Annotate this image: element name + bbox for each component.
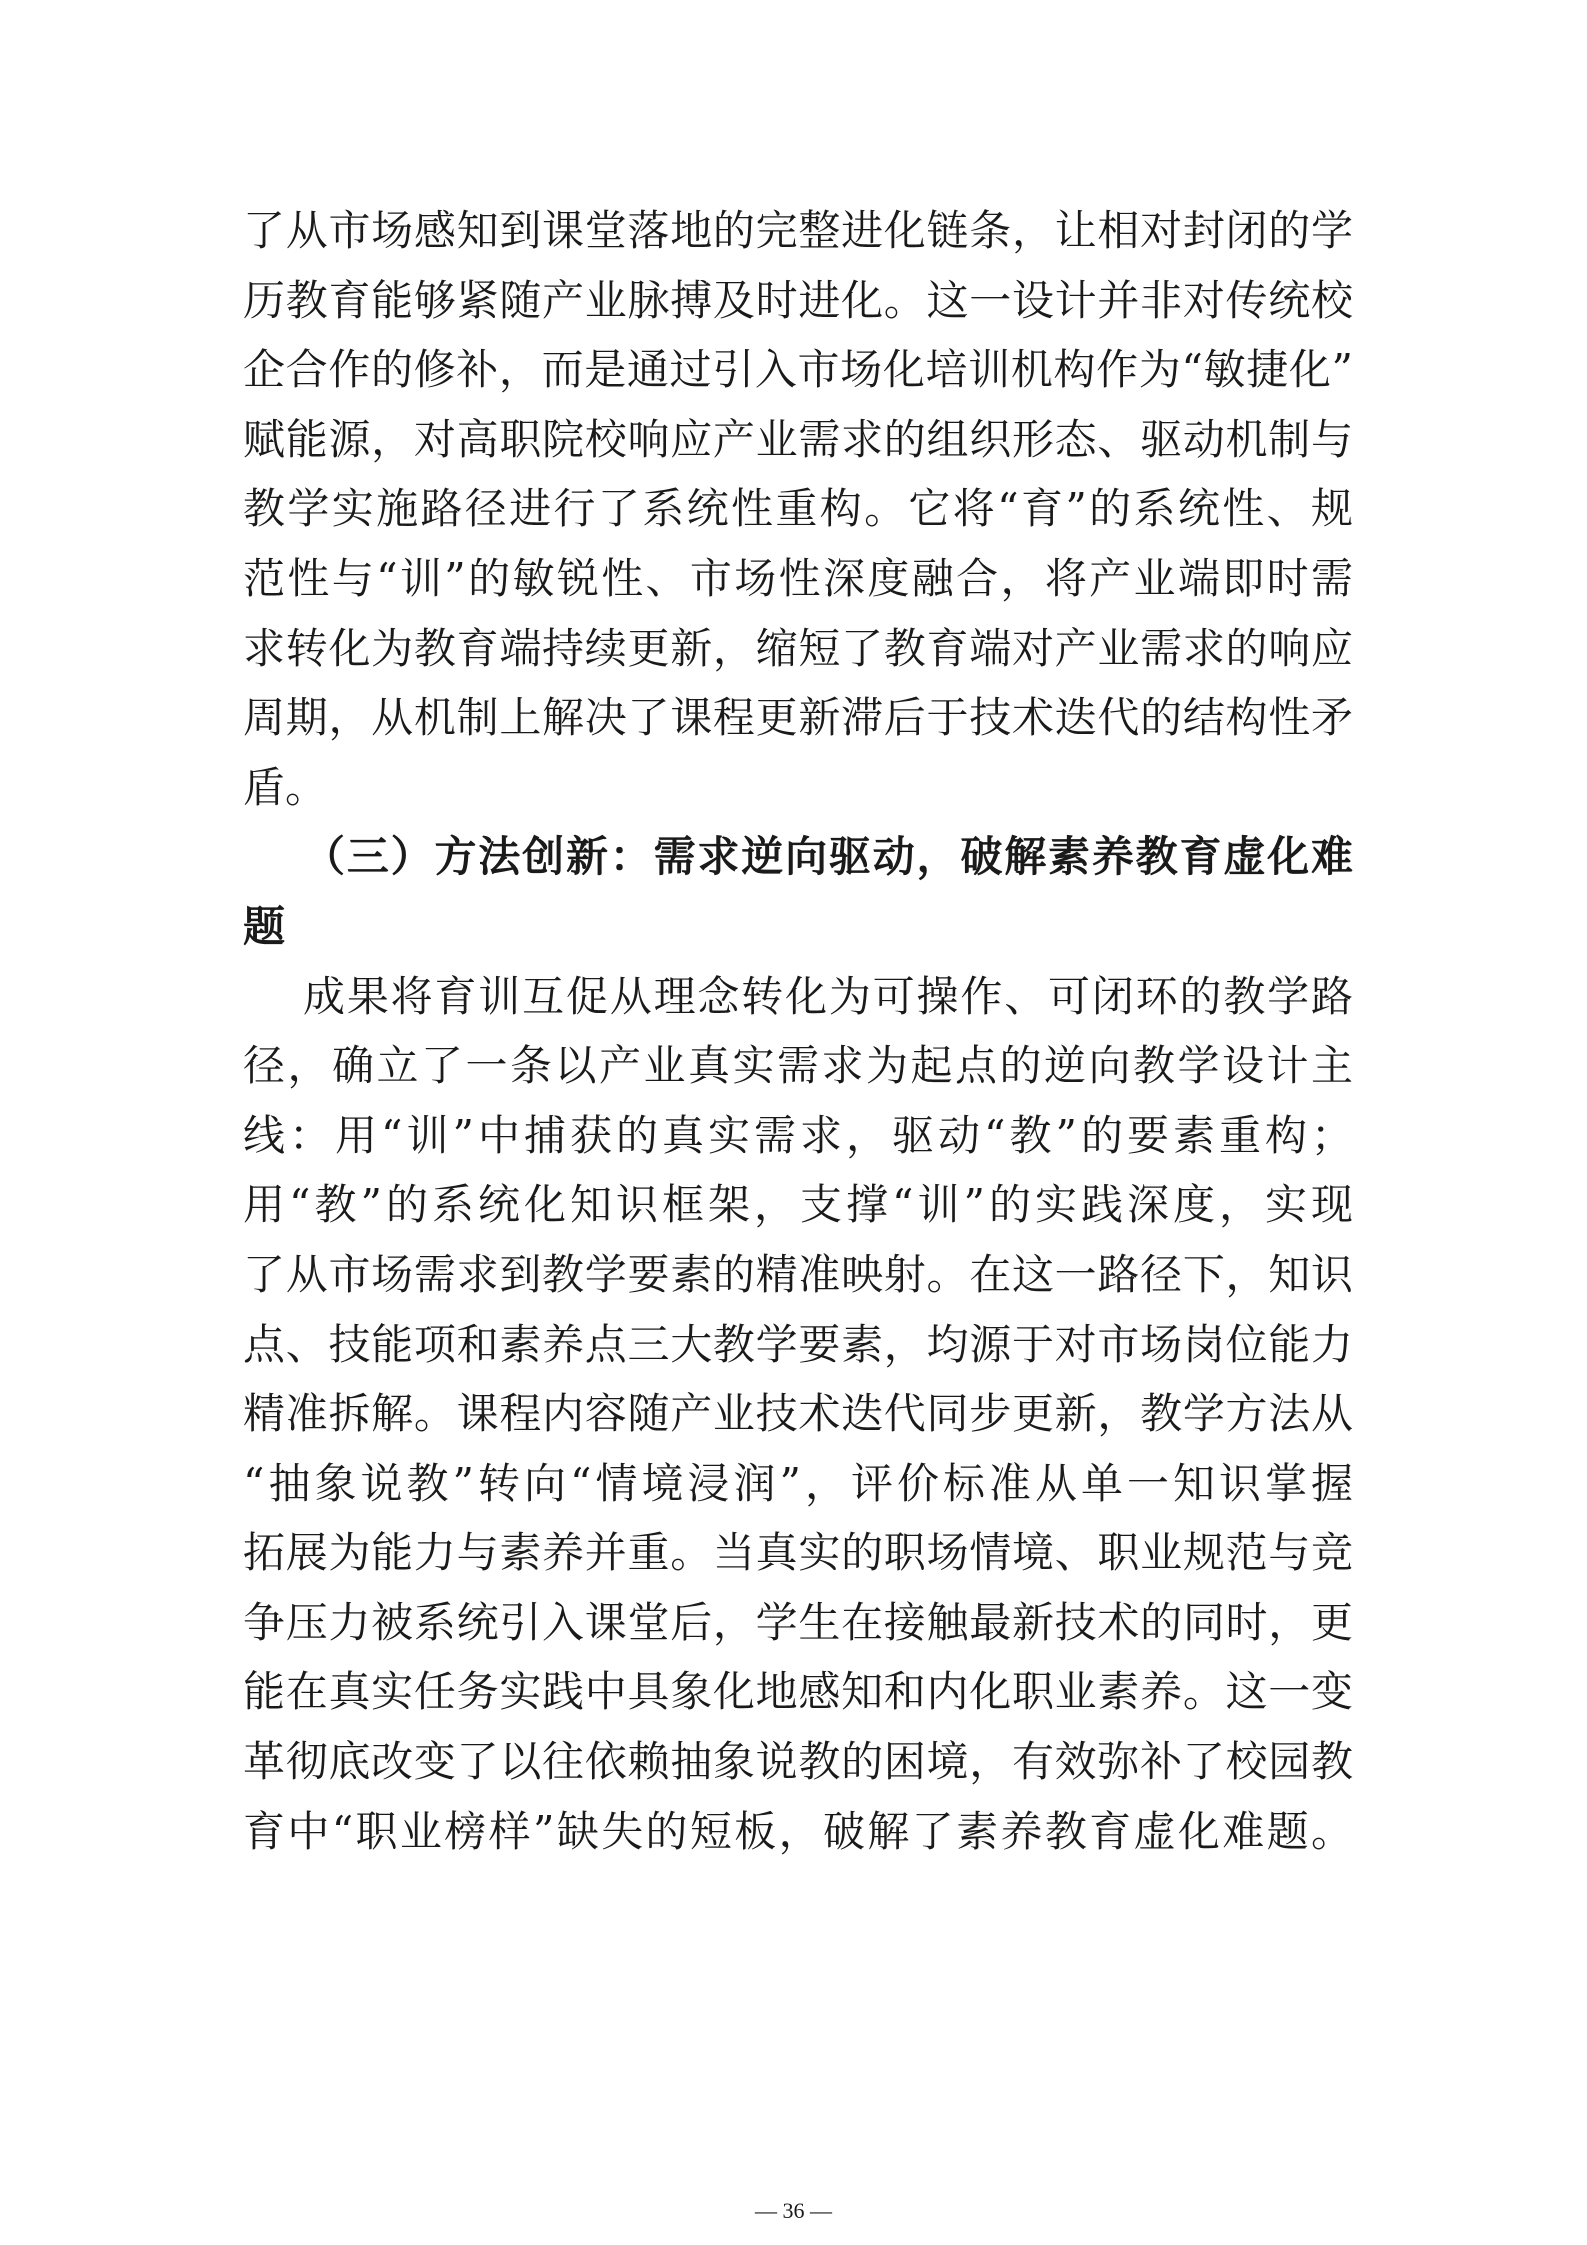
- text-line: 精准拆解。课程内容随产业技术迭代同步更新，教学方法从: [243, 1389, 1353, 1439]
- body-text: [243, 196, 1353, 1866]
- text-line: 周期，从机制上解决了课程更新滞后于技术迭代的结构性矛: [243, 693, 1353, 743]
- text-line: 了从市场感知到课堂落地的完整进化链条，让相对封闭的学: [243, 206, 1353, 255]
- heading-line: （三）方法创新：需求逆向驱动，破解素养教育虚化难: [303, 832, 1353, 882]
- text-line: 点、技能项和素养点三大教学要素，均源于对市场岗位能力: [243, 1319, 1353, 1369]
- text-line: 盾。: [243, 762, 328, 812]
- text-line: 历教育能够紧随产业脉搏及时进化。这一设计并非对传统校: [243, 275, 1353, 325]
- text-line: 求转化为教育端持续更新，缩短了教育端对产业需求的响应: [243, 623, 1353, 673]
- text-line: “抽象说教”转向“情境浸润”，评价标准从单一知识掌握: [243, 1458, 1353, 1508]
- text-line: 了从市场需求到教学要素的精准映射。在这一路径下，知识: [243, 1249, 1353, 1299]
- text-line: 线：用“训”中捕获的真实需求，驱动“教”的要素重构；: [243, 1110, 1353, 1160]
- page-number: — 36 —: [755, 2198, 832, 2223]
- heading-line: 题: [243, 901, 286, 951]
- section-heading: [243, 822, 1353, 961]
- text-line: 成果将育训互促从理念转化为可操作、可闭环的教学路: [303, 971, 1353, 1021]
- text-line: 育中“职业榜样”缺失的短板，破解了素养教育虚化难题。: [243, 1806, 1353, 1856]
- text-line: 革彻底改变了以往依赖抽象说教的困境，有效弥补了校园教: [243, 1737, 1353, 1787]
- text-line: 能在真实任务实践中具象化地感知和内化职业素养。这一变: [243, 1667, 1353, 1717]
- text-line: 教学实施路径进行了系统性重构。它将“育”的系统性、规: [243, 484, 1353, 534]
- text-line: 拓展为能力与素养并重。当真实的职场情境、职业规范与竞: [243, 1528, 1353, 1578]
- text-line: 范性与“训”的敏锐性、市场性深度融合，将产业端即时需: [243, 553, 1353, 603]
- paragraph-method: [243, 962, 1353, 1867]
- paragraph-mechanism: [243, 196, 1353, 822]
- text-line: 赋能源，对高职院校响应产业需求的组织形态、驱动机制与: [243, 414, 1353, 464]
- text-line: 用“教”的系统化知识框架，支撑“训”的实践深度，实现: [243, 1180, 1353, 1230]
- text-line: 企合作的修补，而是通过引入市场化培训机构作为“敏捷化”: [243, 345, 1353, 395]
- text-line: 争压力被系统引入课堂后，学生在接触最新技术的同时，更: [243, 1597, 1353, 1647]
- text-line: 径，确立了一条以产业真实需求为起点的逆向教学设计主: [243, 1041, 1353, 1091]
